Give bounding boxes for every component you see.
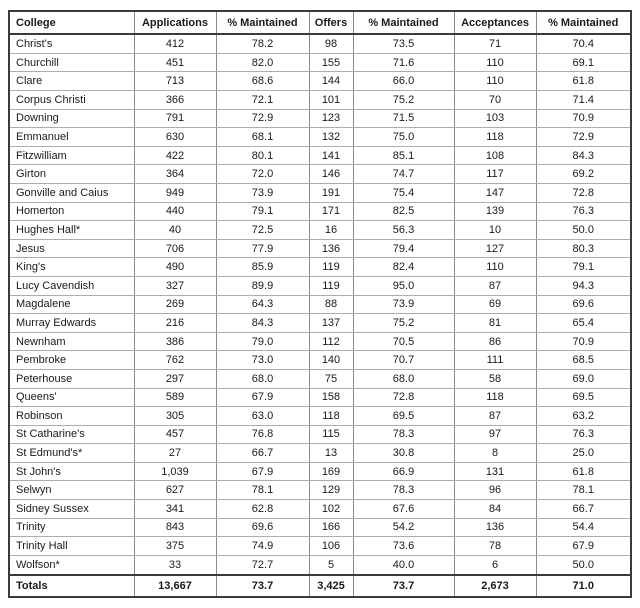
column-header: Acceptances	[454, 11, 536, 34]
table-row	[9, 128, 631, 147]
value-cell: 140	[309, 351, 353, 370]
table-row	[9, 165, 631, 184]
table-row	[9, 314, 631, 333]
value-cell: 70.9	[536, 332, 631, 351]
value-cell: 75.2	[353, 314, 454, 333]
value-cell: 589	[134, 388, 216, 407]
value-cell: 119	[309, 258, 353, 277]
value-cell: 451	[134, 53, 216, 72]
college-cell: Corpus Christi	[9, 91, 134, 110]
value-cell: 72.0	[216, 165, 309, 184]
college-cell: Girton	[9, 165, 134, 184]
value-cell: 56.3	[353, 221, 454, 240]
value-cell: 94.3	[536, 276, 631, 295]
value-cell: 110	[454, 53, 536, 72]
college-cell: St Edmund's*	[9, 444, 134, 463]
value-cell: 76.3	[536, 425, 631, 444]
value-cell: 61.8	[536, 72, 631, 91]
table-row	[9, 555, 631, 575]
table-body	[9, 34, 631, 575]
table-row	[9, 332, 631, 351]
value-cell: 627	[134, 481, 216, 500]
value-cell: 949	[134, 183, 216, 202]
value-cell: 67.6	[353, 500, 454, 519]
value-cell: 69.6	[216, 518, 309, 537]
value-cell: 10	[454, 221, 536, 240]
value-cell: 71.5	[353, 109, 454, 128]
value-cell: 96	[454, 481, 536, 500]
value-cell: 77.9	[216, 239, 309, 258]
table-row	[9, 258, 631, 277]
value-cell: 146	[309, 165, 353, 184]
table-row	[9, 276, 631, 295]
table-row	[9, 351, 631, 370]
column-header: % Maintained	[216, 11, 309, 34]
value-cell: 68.5	[536, 351, 631, 370]
college-cell: Robinson	[9, 407, 134, 426]
totals-value-cell: 73.7	[353, 575, 454, 597]
value-cell: 66.9	[353, 462, 454, 481]
table-footer	[9, 575, 631, 597]
value-cell: 84.3	[536, 146, 631, 165]
college-cell: Fitzwilliam	[9, 146, 134, 165]
value-cell: 166	[309, 518, 353, 537]
value-cell: 82.5	[353, 202, 454, 221]
value-cell: 79.1	[216, 202, 309, 221]
value-cell: 440	[134, 202, 216, 221]
college-cell: Emmanuel	[9, 128, 134, 147]
value-cell: 67.9	[216, 388, 309, 407]
value-cell: 68.1	[216, 128, 309, 147]
value-cell: 412	[134, 34, 216, 53]
value-cell: 73.9	[353, 295, 454, 314]
value-cell: 70	[454, 91, 536, 110]
value-cell: 80.1	[216, 146, 309, 165]
value-cell: 66.0	[353, 72, 454, 91]
value-cell: 54.4	[536, 518, 631, 537]
value-cell: 68.0	[216, 369, 309, 388]
column-header: Offers	[309, 11, 353, 34]
value-cell: 118	[454, 128, 536, 147]
value-cell: 127	[454, 239, 536, 258]
value-cell: 58	[454, 369, 536, 388]
value-cell: 68.6	[216, 72, 309, 91]
value-cell: 72.8	[536, 183, 631, 202]
value-cell: 98	[309, 34, 353, 53]
value-cell: 76.3	[536, 202, 631, 221]
value-cell: 139	[454, 202, 536, 221]
value-cell: 78.1	[536, 481, 631, 500]
college-cell: Jesus	[9, 239, 134, 258]
value-cell: 65.4	[536, 314, 631, 333]
college-cell: Murray Edwards	[9, 314, 134, 333]
value-cell: 457	[134, 425, 216, 444]
value-cell: 706	[134, 239, 216, 258]
totals-value-cell: 13,667	[134, 575, 216, 597]
value-cell: 78.1	[216, 481, 309, 500]
table-row	[9, 295, 631, 314]
table-row	[9, 183, 631, 202]
column-header: % Maintained	[353, 11, 454, 34]
totals-value-cell: 3,425	[309, 575, 353, 597]
value-cell: 69.5	[536, 388, 631, 407]
value-cell: 78	[454, 537, 536, 556]
college-cell: St John's	[9, 462, 134, 481]
value-cell: 118	[309, 407, 353, 426]
value-cell: 80.3	[536, 239, 631, 258]
value-cell: 79.4	[353, 239, 454, 258]
table-row	[9, 518, 631, 537]
value-cell: 69.0	[536, 369, 631, 388]
value-cell: 103	[454, 109, 536, 128]
college-cell: Clare	[9, 72, 134, 91]
header-row	[9, 11, 631, 34]
totals-value-cell: 73.7	[216, 575, 309, 597]
totals-label-cell: Totals	[9, 575, 134, 597]
value-cell: 87	[454, 276, 536, 295]
college-cell: King's	[9, 258, 134, 277]
table-row	[9, 462, 631, 481]
college-cell: Pembroke	[9, 351, 134, 370]
college-cell: Lucy Cavendish	[9, 276, 134, 295]
value-cell: 78.3	[353, 481, 454, 500]
value-cell: 61.8	[536, 462, 631, 481]
value-cell: 191	[309, 183, 353, 202]
value-cell: 136	[454, 518, 536, 537]
value-cell: 110	[454, 258, 536, 277]
value-cell: 75	[309, 369, 353, 388]
value-cell: 68.0	[353, 369, 454, 388]
value-cell: 106	[309, 537, 353, 556]
value-cell: 27	[134, 444, 216, 463]
table-row	[9, 109, 631, 128]
value-cell: 40	[134, 221, 216, 240]
value-cell: 63.2	[536, 407, 631, 426]
value-cell: 101	[309, 91, 353, 110]
value-cell: 73.9	[216, 183, 309, 202]
value-cell: 54.2	[353, 518, 454, 537]
value-cell: 158	[309, 388, 353, 407]
college-cell: Sidney Sussex	[9, 500, 134, 519]
totals-row	[9, 575, 631, 597]
value-cell: 1,039	[134, 462, 216, 481]
value-cell: 366	[134, 91, 216, 110]
value-cell: 50.0	[536, 555, 631, 575]
value-cell: 341	[134, 500, 216, 519]
value-cell: 8	[454, 444, 536, 463]
value-cell: 85.1	[353, 146, 454, 165]
table-row	[9, 537, 631, 556]
college-cell: Homerton	[9, 202, 134, 221]
value-cell: 119	[309, 276, 353, 295]
value-cell: 97	[454, 425, 536, 444]
value-cell: 74.7	[353, 165, 454, 184]
college-cell: Churchill	[9, 53, 134, 72]
value-cell: 63.0	[216, 407, 309, 426]
value-cell: 118	[454, 388, 536, 407]
totals-value-cell: 2,673	[454, 575, 536, 597]
value-cell: 87	[454, 407, 536, 426]
table-row	[9, 202, 631, 221]
value-cell: 85.9	[216, 258, 309, 277]
value-cell: 67.9	[536, 537, 631, 556]
value-cell: 40.0	[353, 555, 454, 575]
value-cell: 115	[309, 425, 353, 444]
value-cell: 72.9	[216, 109, 309, 128]
table-row	[9, 239, 631, 258]
value-cell: 33	[134, 555, 216, 575]
value-cell: 72.7	[216, 555, 309, 575]
column-header: Applications	[134, 11, 216, 34]
value-cell: 70.9	[536, 109, 631, 128]
value-cell: 132	[309, 128, 353, 147]
table-header	[9, 11, 631, 34]
value-cell: 70.4	[536, 34, 631, 53]
value-cell: 72.1	[216, 91, 309, 110]
value-cell: 13	[309, 444, 353, 463]
value-cell: 131	[454, 462, 536, 481]
value-cell: 171	[309, 202, 353, 221]
value-cell: 144	[309, 72, 353, 91]
college-cell: Selwyn	[9, 481, 134, 500]
value-cell: 71	[454, 34, 536, 53]
totals-value-cell: 71.0	[536, 575, 631, 597]
value-cell: 129	[309, 481, 353, 500]
value-cell: 108	[454, 146, 536, 165]
value-cell: 102	[309, 500, 353, 519]
value-cell: 141	[309, 146, 353, 165]
table-row	[9, 34, 631, 53]
value-cell: 147	[454, 183, 536, 202]
value-cell: 71.6	[353, 53, 454, 72]
value-cell: 630	[134, 128, 216, 147]
column-header: College	[9, 11, 134, 34]
value-cell: 123	[309, 109, 353, 128]
value-cell: 305	[134, 407, 216, 426]
value-cell: 386	[134, 332, 216, 351]
college-cell: Newnham	[9, 332, 134, 351]
college-cell: Gonville and Caius	[9, 183, 134, 202]
table-row	[9, 91, 631, 110]
column-header: % Maintained	[536, 11, 631, 34]
table-row	[9, 481, 631, 500]
value-cell: 84	[454, 500, 536, 519]
value-cell: 25.0	[536, 444, 631, 463]
table-row	[9, 72, 631, 91]
table-row	[9, 425, 631, 444]
table-row	[9, 407, 631, 426]
college-cell: Wolfson*	[9, 555, 134, 575]
value-cell: 5	[309, 555, 353, 575]
value-cell: 375	[134, 537, 216, 556]
value-cell: 169	[309, 462, 353, 481]
value-cell: 82.4	[353, 258, 454, 277]
value-cell: 843	[134, 518, 216, 537]
value-cell: 75.2	[353, 91, 454, 110]
value-cell: 6	[454, 555, 536, 575]
college-cell: Peterhouse	[9, 369, 134, 388]
value-cell: 82.0	[216, 53, 309, 72]
value-cell: 66.7	[536, 500, 631, 519]
value-cell: 422	[134, 146, 216, 165]
table-row	[9, 53, 631, 72]
value-cell: 71.4	[536, 91, 631, 110]
value-cell: 81	[454, 314, 536, 333]
value-cell: 70.7	[353, 351, 454, 370]
college-cell: Trinity Hall	[9, 537, 134, 556]
value-cell: 112	[309, 332, 353, 351]
value-cell: 73.0	[216, 351, 309, 370]
value-cell: 67.9	[216, 462, 309, 481]
value-cell: 89.9	[216, 276, 309, 295]
value-cell: 30.8	[353, 444, 454, 463]
value-cell: 111	[454, 351, 536, 370]
value-cell: 490	[134, 258, 216, 277]
college-cell: Trinity	[9, 518, 134, 537]
value-cell: 84.3	[216, 314, 309, 333]
college-cell: Christ's	[9, 34, 134, 53]
value-cell: 76.8	[216, 425, 309, 444]
college-cell: Queens'	[9, 388, 134, 407]
value-cell: 73.6	[353, 537, 454, 556]
value-cell: 79.1	[536, 258, 631, 277]
table-row	[9, 146, 631, 165]
value-cell: 216	[134, 314, 216, 333]
value-cell: 70.5	[353, 332, 454, 351]
value-cell: 762	[134, 351, 216, 370]
table-row	[9, 369, 631, 388]
value-cell: 110	[454, 72, 536, 91]
college-cell: Hughes Hall*	[9, 221, 134, 240]
value-cell: 69.6	[536, 295, 631, 314]
value-cell: 50.0	[536, 221, 631, 240]
value-cell: 86	[454, 332, 536, 351]
value-cell: 297	[134, 369, 216, 388]
value-cell: 713	[134, 72, 216, 91]
value-cell: 69.2	[536, 165, 631, 184]
value-cell: 95.0	[353, 276, 454, 295]
value-cell: 78.2	[216, 34, 309, 53]
value-cell: 16	[309, 221, 353, 240]
value-cell: 75.4	[353, 183, 454, 202]
value-cell: 327	[134, 276, 216, 295]
value-cell: 137	[309, 314, 353, 333]
value-cell: 155	[309, 53, 353, 72]
value-cell: 364	[134, 165, 216, 184]
value-cell: 69.1	[536, 53, 631, 72]
value-cell: 269	[134, 295, 216, 314]
college-cell: St Catharine's	[9, 425, 134, 444]
value-cell: 791	[134, 109, 216, 128]
value-cell: 72.5	[216, 221, 309, 240]
table-row	[9, 444, 631, 463]
value-cell: 74.9	[216, 537, 309, 556]
value-cell: 62.8	[216, 500, 309, 519]
value-cell: 75.0	[353, 128, 454, 147]
value-cell: 117	[454, 165, 536, 184]
value-cell: 69.5	[353, 407, 454, 426]
college-cell: Downing	[9, 109, 134, 128]
table-row	[9, 388, 631, 407]
value-cell: 64.3	[216, 295, 309, 314]
table-row	[9, 500, 631, 519]
value-cell: 88	[309, 295, 353, 314]
value-cell: 136	[309, 239, 353, 258]
value-cell: 66.7	[216, 444, 309, 463]
college-cell: Magdalene	[9, 295, 134, 314]
value-cell: 69	[454, 295, 536, 314]
admissions-table	[8, 10, 632, 598]
value-cell: 72.8	[353, 388, 454, 407]
value-cell: 72.9	[536, 128, 631, 147]
table-row	[9, 221, 631, 240]
value-cell: 73.5	[353, 34, 454, 53]
value-cell: 78.3	[353, 425, 454, 444]
value-cell: 79.0	[216, 332, 309, 351]
